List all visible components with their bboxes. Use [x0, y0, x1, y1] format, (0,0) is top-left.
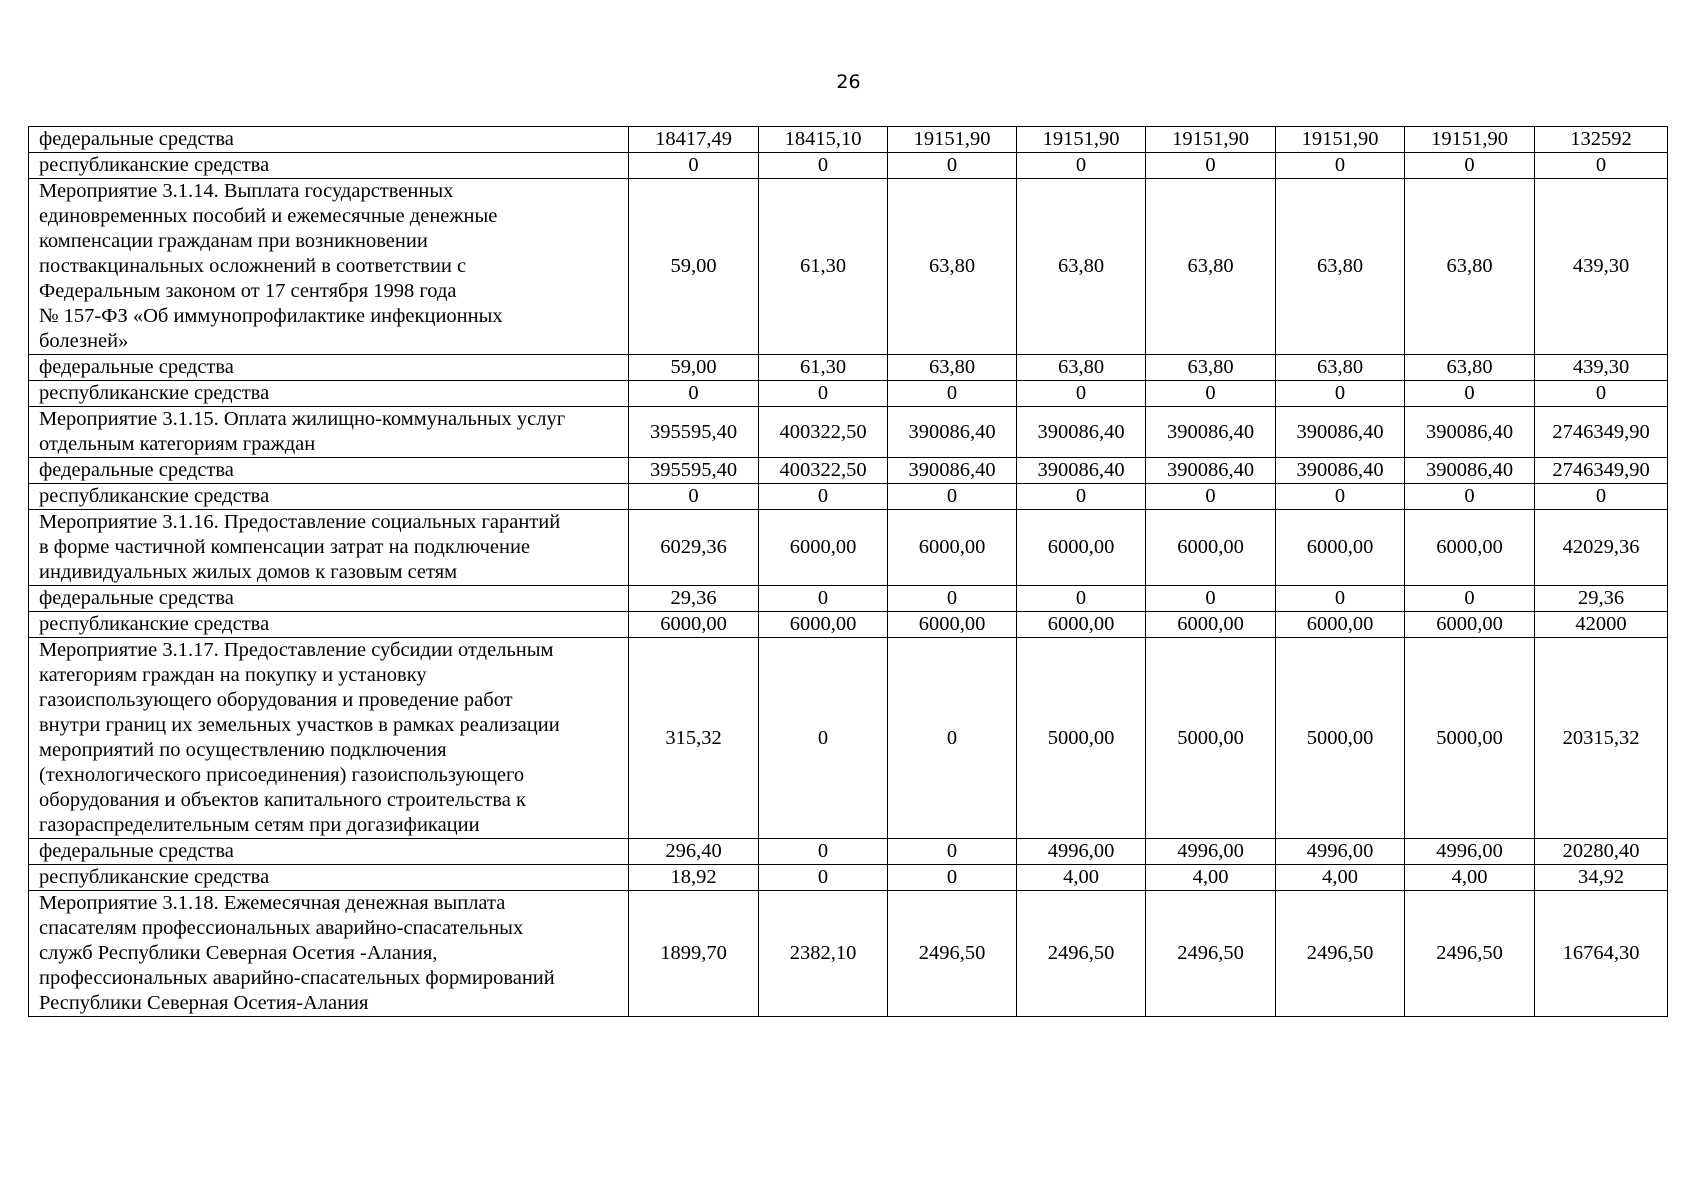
row-label-cell — [29, 891, 629, 1017]
row-label-line: республиканские средства — [39, 613, 270, 635]
table-row — [29, 407, 1668, 458]
total-value-cell: 2746349,90 — [1535, 407, 1668, 458]
year-value-cell: 390086,40 — [1017, 458, 1146, 484]
row-label-line: индивидуальных жилых домов к газовым сетям — [39, 561, 458, 583]
row-label-line: оборудования и объектов капитального строительства к — [39, 789, 526, 811]
year-value-cell: 6000,00 — [629, 612, 759, 638]
year-value-cell: 0 — [1405, 153, 1535, 179]
row-label-line: федеральные средства — [39, 356, 234, 378]
year-value-cell: 0 — [1146, 381, 1276, 407]
year-value-cell: 4996,00 — [1017, 839, 1146, 865]
year-value-cell: 0 — [1405, 484, 1535, 510]
year-value-cell: 0 — [1146, 586, 1276, 612]
year-value-cell: 296,40 — [629, 839, 759, 865]
row-label-cell — [29, 865, 629, 891]
row-label-cell — [29, 153, 629, 179]
total-value-cell: 42029,36 — [1535, 510, 1668, 586]
year-value-cell: 0 — [1405, 381, 1535, 407]
total-value-cell: 20315,32 — [1535, 638, 1668, 839]
table-row — [29, 484, 1668, 510]
year-value-cell: 63,80 — [1017, 355, 1146, 381]
year-value-cell: 390086,40 — [888, 458, 1017, 484]
table-row — [29, 153, 1668, 179]
total-value-cell: 439,30 — [1535, 355, 1668, 381]
row-label-line: республиканские средства — [39, 382, 270, 404]
total-value-cell: 0 — [1535, 153, 1668, 179]
table-row — [29, 839, 1668, 865]
year-value-cell: 4,00 — [1405, 865, 1535, 891]
table-row — [29, 638, 1668, 839]
year-value-cell: 0 — [629, 381, 759, 407]
row-label-line: в форме частичной компенсации затрат на подключение — [39, 536, 531, 558]
year-value-cell: 0 — [888, 153, 1017, 179]
budget-table — [28, 126, 1668, 1017]
table-body — [29, 127, 1668, 1017]
table-row — [29, 891, 1668, 1017]
year-value-cell: 0 — [1146, 484, 1276, 510]
year-value-cell: 19151,90 — [1146, 127, 1276, 153]
table-row — [29, 179, 1668, 355]
year-value-cell: 6000,00 — [888, 612, 1017, 638]
year-value-cell: 6029,36 — [629, 510, 759, 586]
year-value-cell: 63,80 — [888, 179, 1017, 355]
year-value-cell: 18,92 — [629, 865, 759, 891]
table-row — [29, 381, 1668, 407]
row-label-line: отдельным категориям граждан — [39, 433, 316, 455]
row-label-line: внутри границ их земельных участков в рамках реализации — [39, 714, 560, 736]
year-value-cell: 63,80 — [888, 355, 1017, 381]
row-label-line: газораспределительным сетям при догазификации — [39, 814, 480, 836]
year-value-cell: 29,36 — [629, 586, 759, 612]
year-value-cell: 18415,10 — [759, 127, 888, 153]
year-value-cell: 4996,00 — [1405, 839, 1535, 865]
year-value-cell: 2496,50 — [1146, 891, 1276, 1017]
year-value-cell: 59,00 — [629, 179, 759, 355]
row-label-line: республиканские средства — [39, 154, 270, 176]
total-value-cell: 16764,30 — [1535, 891, 1668, 1017]
year-value-cell: 6000,00 — [888, 510, 1017, 586]
table-row — [29, 355, 1668, 381]
year-value-cell: 0 — [888, 586, 1017, 612]
row-label-cell — [29, 407, 629, 458]
year-value-cell: 0 — [759, 153, 888, 179]
year-value-cell: 390086,40 — [1405, 407, 1535, 458]
year-value-cell: 1899,70 — [629, 891, 759, 1017]
row-label-line: болезней» — [39, 330, 129, 352]
row-label-line: категориям граждан на покупку и установку — [39, 664, 427, 686]
total-value-cell: 20280,40 — [1535, 839, 1668, 865]
year-value-cell: 61,30 — [759, 355, 888, 381]
table-row — [29, 865, 1668, 891]
row-label-line: мероприятий по осуществлению подключения — [39, 739, 447, 761]
year-value-cell: 390086,40 — [1405, 458, 1535, 484]
row-label-cell — [29, 484, 629, 510]
year-value-cell: 4,00 — [1146, 865, 1276, 891]
year-value-cell: 0 — [1276, 586, 1405, 612]
year-value-cell: 5000,00 — [1017, 638, 1146, 839]
total-value-cell: 132592 — [1535, 127, 1668, 153]
year-value-cell: 390086,40 — [1146, 458, 1276, 484]
year-value-cell: 6000,00 — [759, 510, 888, 586]
year-value-cell: 0 — [629, 484, 759, 510]
row-label-line: федеральные средства — [39, 459, 234, 481]
year-value-cell: 2496,50 — [1405, 891, 1535, 1017]
year-value-cell: 0 — [1276, 381, 1405, 407]
year-value-cell: 63,80 — [1146, 355, 1276, 381]
year-value-cell: 0 — [1405, 586, 1535, 612]
row-label-cell — [29, 355, 629, 381]
year-value-cell: 0 — [759, 865, 888, 891]
total-value-cell: 439,30 — [1535, 179, 1668, 355]
total-value-cell: 2746349,90 — [1535, 458, 1668, 484]
year-value-cell: 0 — [888, 381, 1017, 407]
year-value-cell: 4,00 — [1017, 865, 1146, 891]
row-label-line: профессиональных аварийно-спасательных формирований — [39, 967, 555, 989]
year-value-cell: 6000,00 — [1405, 510, 1535, 586]
row-label-cell — [29, 586, 629, 612]
row-label-cell — [29, 839, 629, 865]
year-value-cell: 0 — [759, 484, 888, 510]
row-label-cell — [29, 612, 629, 638]
year-value-cell: 59,00 — [629, 355, 759, 381]
year-value-cell: 63,80 — [1146, 179, 1276, 355]
row-label-line: служб Республики Северная Осетия -Алания, — [39, 942, 438, 964]
year-value-cell: 4996,00 — [1146, 839, 1276, 865]
year-value-cell: 400322,50 — [759, 407, 888, 458]
year-value-cell: 390086,40 — [1276, 407, 1405, 458]
year-value-cell: 0 — [759, 638, 888, 839]
row-label-line: Мероприятие 3.1.17. Предоставление субсидии отдельным — [39, 639, 554, 661]
row-label-line: (технологического присоединения) газоиспользующего — [39, 764, 525, 786]
total-value-cell: 34,92 — [1535, 865, 1668, 891]
year-value-cell: 395595,40 — [629, 458, 759, 484]
table-row — [29, 586, 1668, 612]
year-value-cell: 6000,00 — [1276, 510, 1405, 586]
table-row — [29, 510, 1668, 586]
row-label-line: Мероприятие 3.1.14. Выплата государственных — [39, 180, 454, 202]
year-value-cell: 2382,10 — [759, 891, 888, 1017]
year-value-cell: 0 — [1017, 586, 1146, 612]
year-value-cell: 2496,50 — [1017, 891, 1146, 1017]
year-value-cell: 6000,00 — [1405, 612, 1535, 638]
row-label-cell — [29, 381, 629, 407]
total-value-cell: 0 — [1535, 484, 1668, 510]
row-label-line: федеральные средства — [39, 587, 234, 609]
row-label-line: Мероприятие 3.1.15. Оплата жилищно-коммунальных услуг — [39, 408, 566, 430]
year-value-cell: 6000,00 — [1017, 510, 1146, 586]
total-value-cell: 0 — [1535, 381, 1668, 407]
year-value-cell: 19151,90 — [1405, 127, 1535, 153]
year-value-cell: 63,80 — [1405, 355, 1535, 381]
year-value-cell: 18417,49 — [629, 127, 759, 153]
year-value-cell: 390086,40 — [1276, 458, 1405, 484]
year-value-cell: 0 — [888, 638, 1017, 839]
year-value-cell: 4,00 — [1276, 865, 1405, 891]
year-value-cell: 0 — [1017, 484, 1146, 510]
row-label-line: компенсации гражданам при возникновении — [39, 230, 428, 252]
row-label-line: республиканские средства — [39, 866, 270, 888]
year-value-cell: 6000,00 — [1017, 612, 1146, 638]
year-value-cell: 390086,40 — [1017, 407, 1146, 458]
row-label-line: Мероприятие 3.1.18. Ежемесячная денежная выплата — [39, 892, 506, 914]
year-value-cell: 0 — [759, 586, 888, 612]
year-value-cell: 19151,90 — [888, 127, 1017, 153]
row-label-cell — [29, 638, 629, 839]
row-label-cell — [29, 127, 629, 153]
year-value-cell: 0 — [888, 839, 1017, 865]
row-label-line: Мероприятие 3.1.16. Предоставление социальных гарантий — [39, 511, 561, 533]
row-label-cell — [29, 179, 629, 355]
row-label-cell — [29, 510, 629, 586]
year-value-cell: 0 — [1017, 381, 1146, 407]
year-value-cell: 63,80 — [1017, 179, 1146, 355]
year-value-cell: 5000,00 — [1405, 638, 1535, 839]
year-value-cell: 400322,50 — [759, 458, 888, 484]
year-value-cell: 0 — [888, 865, 1017, 891]
page-number: 26 — [836, 71, 861, 93]
year-value-cell: 0 — [1276, 484, 1405, 510]
row-label-cell — [29, 458, 629, 484]
row-label-line: федеральные средства — [39, 840, 234, 862]
row-label-line: поствакцинальных осложнений в соответствии с — [39, 255, 467, 277]
year-value-cell: 61,30 — [759, 179, 888, 355]
year-value-cell: 390086,40 — [1146, 407, 1276, 458]
row-label-line: республиканские средства — [39, 485, 270, 507]
row-label-line: газоиспользующего оборудования и проведение работ — [39, 689, 513, 711]
year-value-cell: 6000,00 — [1146, 510, 1276, 586]
year-value-cell: 5000,00 — [1276, 638, 1405, 839]
year-value-cell: 63,80 — [1276, 355, 1405, 381]
year-value-cell: 0 — [759, 381, 888, 407]
year-value-cell: 6000,00 — [1146, 612, 1276, 638]
year-value-cell: 395595,40 — [629, 407, 759, 458]
year-value-cell: 4996,00 — [1276, 839, 1405, 865]
row-label-line: № 157-ФЗ «Об иммунопрофилактике инфекционных — [39, 305, 503, 327]
year-value-cell: 0 — [888, 484, 1017, 510]
row-label-line: Республики Северная Осетия-Алания — [39, 992, 369, 1014]
total-value-cell: 29,36 — [1535, 586, 1668, 612]
year-value-cell: 6000,00 — [759, 612, 888, 638]
table-row — [29, 458, 1668, 484]
total-value-cell: 42000 — [1535, 612, 1668, 638]
year-value-cell: 390086,40 — [888, 407, 1017, 458]
table-row — [29, 127, 1668, 153]
year-value-cell: 63,80 — [1405, 179, 1535, 355]
year-value-cell: 0 — [759, 839, 888, 865]
year-value-cell: 0 — [1276, 153, 1405, 179]
year-value-cell: 5000,00 — [1146, 638, 1276, 839]
table-row — [29, 612, 1668, 638]
year-value-cell: 19151,90 — [1276, 127, 1405, 153]
year-value-cell: 6000,00 — [1276, 612, 1405, 638]
year-value-cell: 2496,50 — [888, 891, 1017, 1017]
row-label-line: федеральные средства — [39, 128, 234, 150]
year-value-cell: 0 — [1146, 153, 1276, 179]
row-label-line: Федеральным законом от 17 сентября 1998 года — [39, 280, 457, 302]
year-value-cell: 0 — [629, 153, 759, 179]
year-value-cell: 2496,50 — [1276, 891, 1405, 1017]
row-label-line: единовременных пособий и ежемесячные денежные — [39, 205, 498, 227]
year-value-cell: 63,80 — [1276, 179, 1405, 355]
year-value-cell: 0 — [1017, 153, 1146, 179]
year-value-cell: 19151,90 — [1017, 127, 1146, 153]
row-label-line: спасателям профессиональных аварийно-спасательных — [39, 917, 524, 939]
year-value-cell: 315,32 — [629, 638, 759, 839]
